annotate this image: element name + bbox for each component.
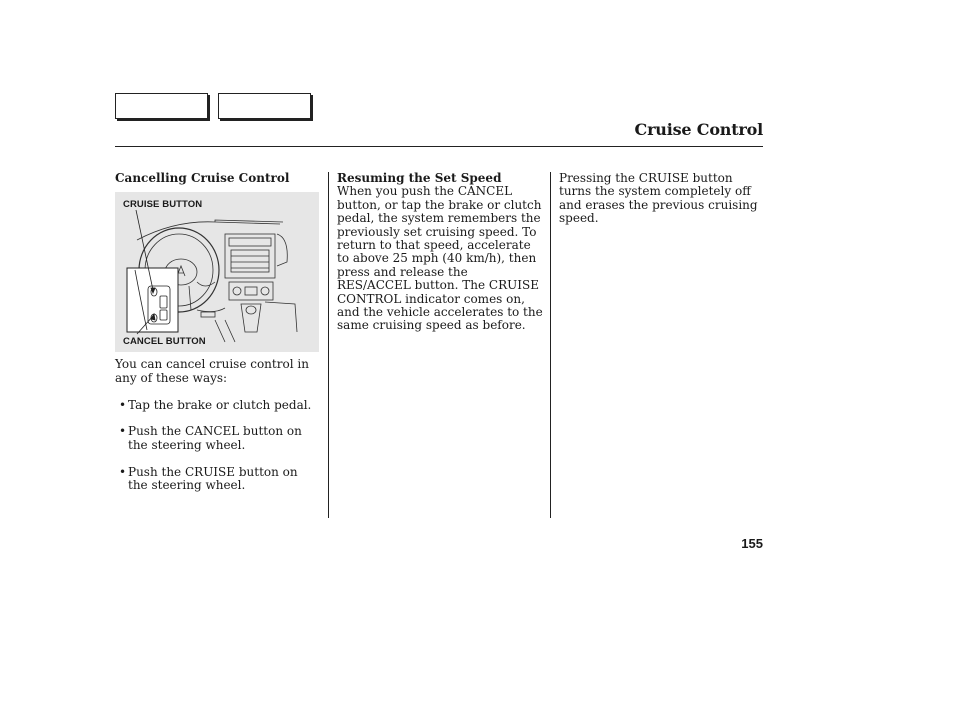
nav-tab-box-1[interactable] [115,93,208,119]
nav-tab-box-2[interactable] [218,93,311,119]
cruise-off-body-text: Pressing the CRUISE button turns the system completely off and erases the previous cruising speed. [559,171,758,226]
column-divider-1 [328,172,329,518]
resuming-body-text: When you push the CANCEL button, or tap the brake or clutch pedal, the system remembers the previously set cruising speed. To return to that speed, accelerate to above 25 mph (40 km/h), then press and release the RES/ACCEL button. The CRUISE CONTROL indicator comes on, and the vehicle accelerates to the same cruising speed as before. [337,184,543,333]
column-cancelling [115,172,320,492]
column-divider-2 [550,172,551,518]
cancel-intro-text: You can cancel cruise control in any of these ways: [115,357,309,385]
list-item: • Push the CRUISE button on the steering wheel. [115,466,320,493]
section-heading-cancelling: Cancelling Cruise Control [115,171,290,185]
page-title: Cruise Control [634,120,763,139]
list-item: • Tap the brake or clutch pedal. [115,399,320,412]
cancel-methods-list [115,399,320,493]
title-divider [115,146,763,147]
column-cruise-off [559,172,765,226]
column-resuming [337,172,545,333]
section-heading-resuming: Resuming the Set Speed [337,171,502,185]
page-number: 155 [741,536,763,551]
cruise-button-label: CRUISE BUTTON [123,199,203,211]
dashboard-drawing [115,192,319,352]
list-item: • Push the CANCEL button on the steering wheel. [115,425,320,452]
cancel-button-label: CANCEL BUTTON [123,336,206,348]
dashboard-illustration [115,192,319,352]
